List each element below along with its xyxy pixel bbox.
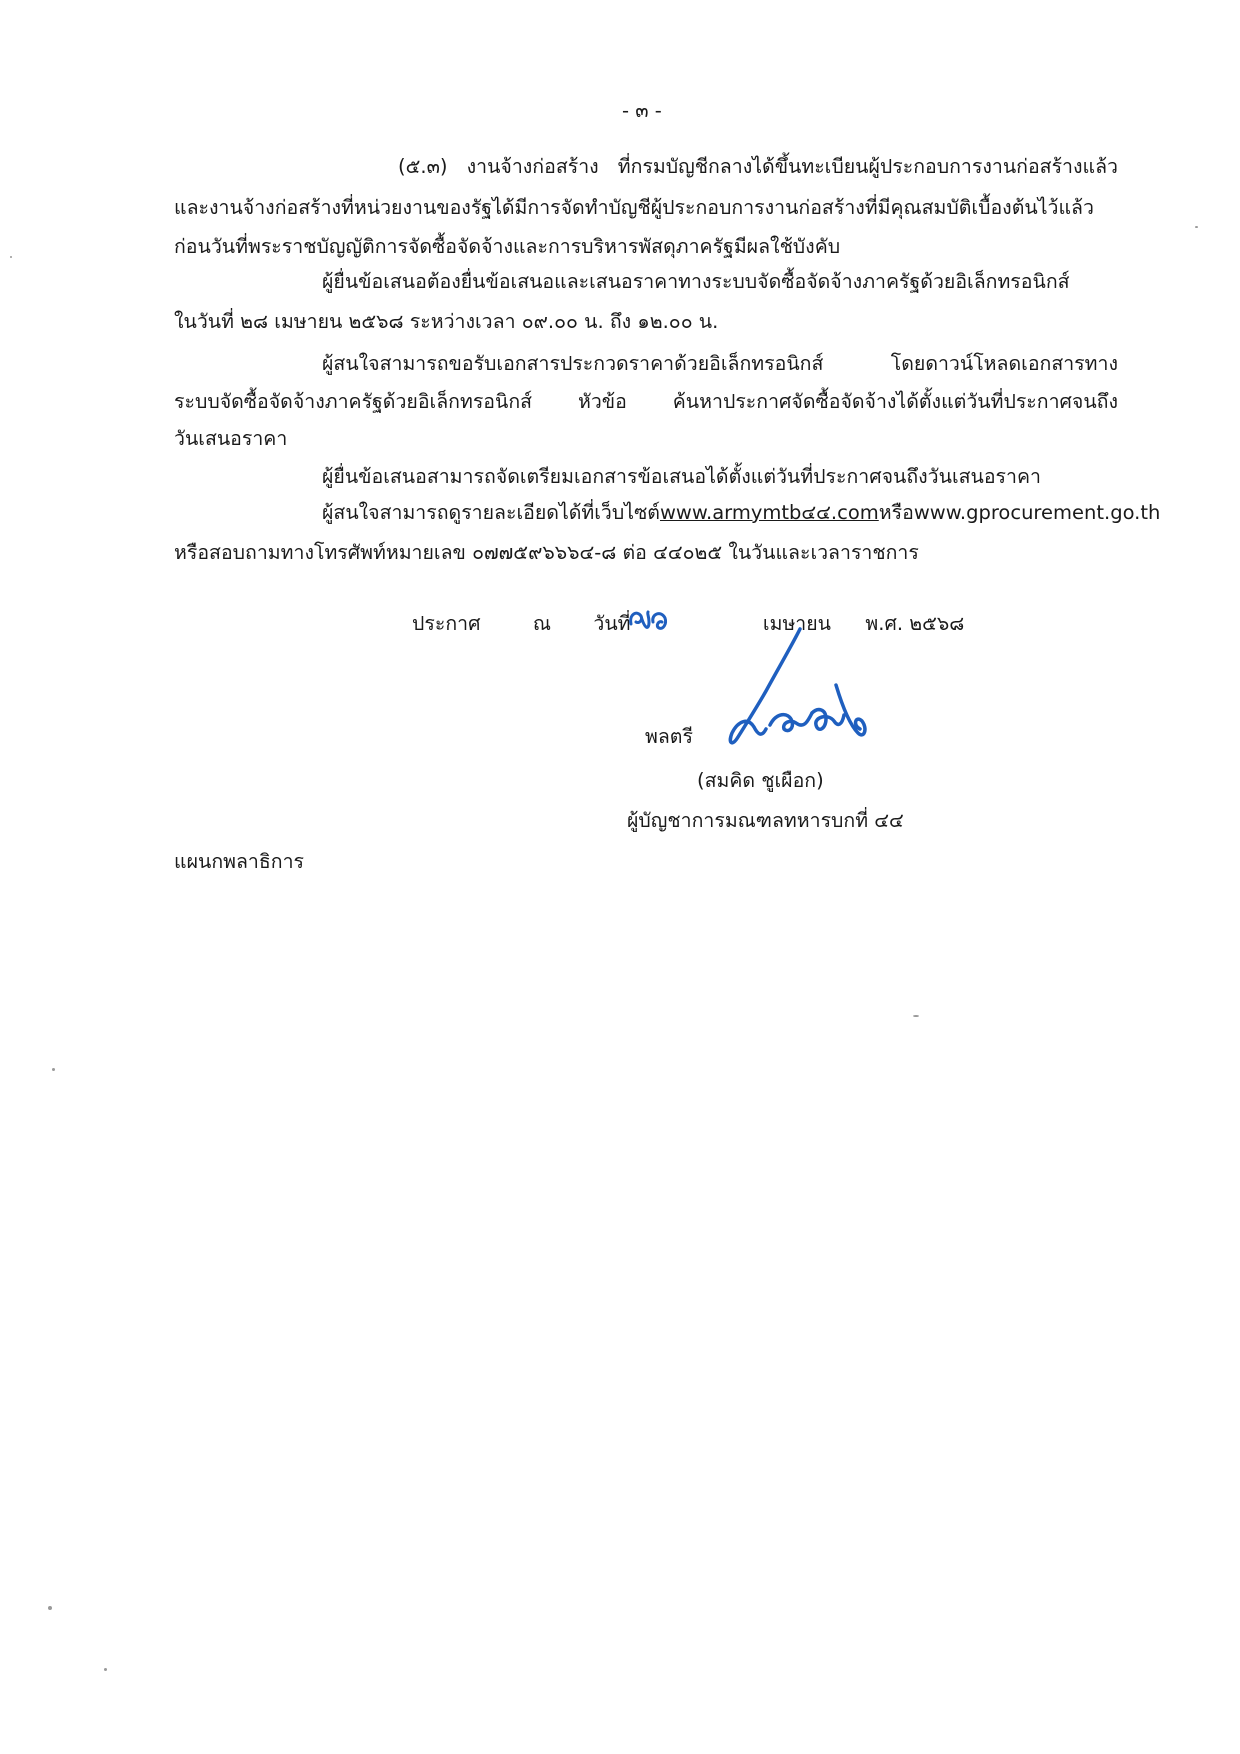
signatory-name: (สมคิด ชูเผือก) [697,769,824,792]
paragraph-1-line-1: (๕.๓) งานจ้างก่อสร้าง ที่กรมบัญชีกลางได้ขึ้นทะเบียนผู้ประกอบการงานก่อสร้างแล้ว [398,155,1118,178]
scan-speck [48,1606,52,1610]
paragraph-3-line-2: ระบบจัดซื้อจัดจ้างภาครัฐด้วยอิเล็กทรอนิกส์ หัวข้อ ค้นหาประกาศจัดซื้อจัดจ้างได้ตั้งแต่วันที่ประกาศจนถึง [174,390,1118,413]
paragraph-4-line-1: ผู้ยื่นข้อเสนอสามารถจัดเตรียมเอกสารข้อเสนอได้ตั้งแต่วันที่ประกาศจนถึงวันเสนอราคา [322,465,1041,488]
announced-label: ประกาศ [412,612,481,635]
month-label: เมษายน [762,612,832,635]
signature-mark [718,625,928,765]
website-link-gprocurement[interactable]: www.gprocurement.go.th [913,501,1161,524]
paragraph-3-line-1: ผู้สนใจสามารถขอรับเอกสารประกวดราคาด้วยอิเล็กทรอนิกส์ โดยดาวน์โหลดเอกสารทาง [322,352,1118,375]
scan-speck [1195,226,1198,228]
paragraph-2-line-1: ผู้ยื่นข้อเสนอต้องยื่นข้อเสนอและเสนอราคาทางระบบจัดซื้อจัดจ้างภาครัฐด้วยอิเล็กทรอนิกส์ [322,270,1070,293]
department-label: แผนกพลาธิการ [174,850,305,873]
handwritten-day-numeral [627,600,671,640]
day-label: วันที่ [593,612,631,635]
paragraph-3-line-3: วันเสนอราคา [174,427,288,450]
paragraph-5-line-2: หรือสอบถามทางโทรศัพท์หมายเลข ๐๗๗๕๙๖๖๖๔-๘ ต่อ ๔๔๐๒๕ ในวันและเวลาราชการ [174,541,919,564]
scan-speck [104,1668,107,1671]
signatory-position: ผู้บัญชาการมณฑลทหารบกที่ ๔๔ [627,809,904,832]
paragraph-2-line-2: ในวันที่ ๒๘ เมษายน ๒๕๖๘ ระหว่างเวลา ๐๙.๐๐ น. ถึง ๑๒.๐๐ น. [174,310,719,333]
page-number: - ๓ - [622,99,662,122]
website-conjunction: หรือ [878,501,914,524]
paragraph-1-line-3: ก่อนวันที่พระราชบัญญัติการจัดซื้อจัดจ้างและการบริหารพัสดุภาครัฐมีผลใช้บังคับ [174,235,841,258]
scan-speck [913,1015,919,1017]
website-link-armymtb[interactable]: www.armymtb๔๔.com [659,501,879,524]
signatory-rank: พลตรี [645,725,693,748]
website-text-prefix: ผู้สนใจสามารถดูรายละเอียดได้ที่เว็บไซต์ [322,501,660,524]
paragraph-1-line-2: และงานจ้างก่อสร้างที่หน่วยงานของรัฐได้มีการจัดทำบัญชีผู้ประกอบการงานก่อสร้างที่มีคุณสมบัติเบื้องต้นไว้แล้ว [174,196,1094,219]
year-label: พ.ศ. ๒๕๖๘ [865,612,965,635]
scan-speck [10,256,12,258]
paragraph-5-line-1 [322,501,1161,524]
scan-speck [52,1068,55,1071]
at-label: ณ [532,612,551,635]
